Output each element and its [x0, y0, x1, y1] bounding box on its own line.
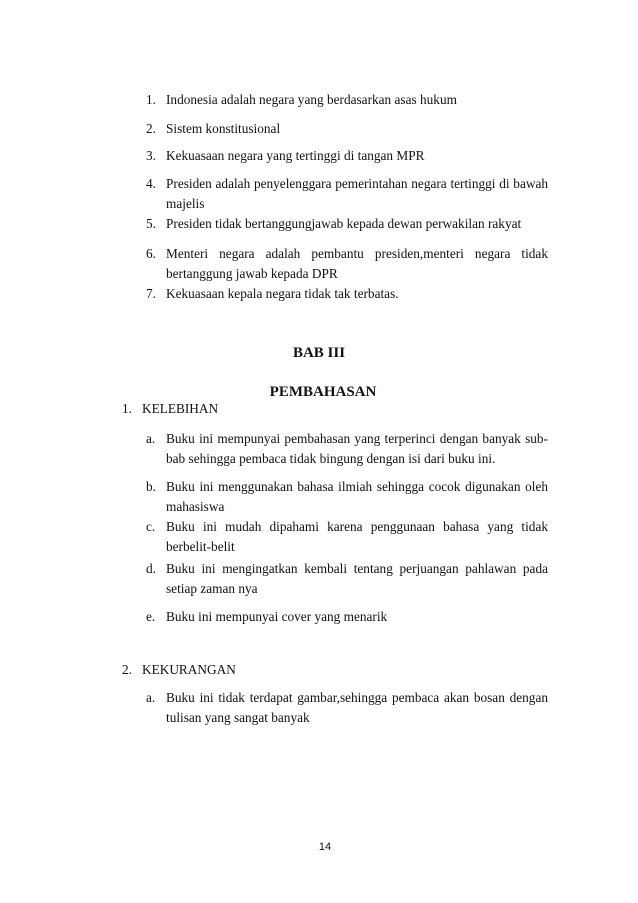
chapter-number: BAB III — [292, 345, 346, 361]
list-text: Buku ini mempunyai cover yang menarik — [166, 609, 388, 624]
list-marker: 3. — [146, 148, 156, 163]
list-item — [146, 174, 548, 214]
list-text: Buku ini tidak terdapat gambar,sehingga pembaca akan bosan dengan tulisan yang sangat banyak — [166, 690, 548, 725]
list-marker: 2. — [146, 121, 156, 136]
list-marker: a. — [146, 431, 156, 446]
page-number: 14 — [318, 841, 332, 853]
list-marker: e. — [146, 609, 156, 624]
list-marker: 1. — [146, 92, 156, 107]
list-text: Buku ini menggunakan bahasa ilmiah sehingga cocok digunakan oleh mahasiswa — [166, 479, 548, 514]
list-text: Buku ini mengingatkan kembali tentang perjuangan pahlawan pada setiap zaman nya — [166, 561, 548, 596]
kelebihan-list — [146, 429, 548, 629]
list-item — [146, 688, 548, 728]
list-marker: 5. — [146, 216, 156, 231]
list-text: Presiden tidak bertanggungjawab kepada dewan perwakilan rakyat — [166, 216, 522, 231]
list-marker: c. — [146, 519, 156, 534]
list-item — [146, 119, 548, 139]
list-marker: 6. — [146, 246, 156, 261]
list-marker: d. — [146, 561, 156, 576]
list-item — [146, 284, 548, 304]
list-text: Buku ini mudah dipahami karena penggunaan bahasa yang tidak berbelit-belit — [166, 519, 548, 554]
section-marker: 1. — [122, 401, 132, 416]
list-marker: 7. — [146, 286, 156, 301]
list-marker: 4. — [146, 176, 156, 191]
list-marker: b. — [146, 479, 156, 494]
list-item — [146, 214, 548, 234]
list-item — [146, 517, 548, 557]
section-heading-kekurangan — [122, 660, 236, 680]
section-heading-kelebihan — [122, 399, 218, 419]
chapter-title: PEMBAHASAN — [269, 384, 377, 400]
list-marker: a. — [146, 690, 156, 705]
list-text: Menteri negara adalah pembantu presiden,menteri negara tidak bertanggung jawab kepada DPR — [166, 246, 548, 281]
list-text: Indonesia adalah negara yang berdasarkan asas hukum — [166, 92, 457, 107]
list-text: Sistem konstitusional — [166, 121, 281, 136]
section-title: KEKURANGAN — [142, 662, 236, 677]
list-item — [146, 477, 548, 517]
list-item — [146, 90, 548, 110]
section-title: KELEBIHAN — [142, 401, 219, 416]
list-text: Buku ini mempunyai pembahasan yang terperinci dengan banyak sub-bab sehingga pembaca tidak bingung dengan isi dari buku ini. — [166, 431, 548, 466]
list-item — [146, 607, 548, 627]
list-text: Kekuasaan kepala negara tidak tak terbatas. — [166, 286, 399, 301]
list-item — [146, 559, 548, 599]
list-text: Kekuasaan negara yang tertinggi di tangan MPR — [166, 148, 425, 163]
list-text: Presiden adalah penyelenggara pemerintahan negara tertinggi di bawah majelis — [166, 176, 548, 211]
section-marker: 2. — [122, 662, 132, 677]
kekurangan-list — [146, 688, 548, 748]
list-item — [146, 429, 548, 469]
principles-list — [146, 90, 548, 310]
list-item — [146, 244, 548, 284]
list-item — [146, 146, 548, 166]
